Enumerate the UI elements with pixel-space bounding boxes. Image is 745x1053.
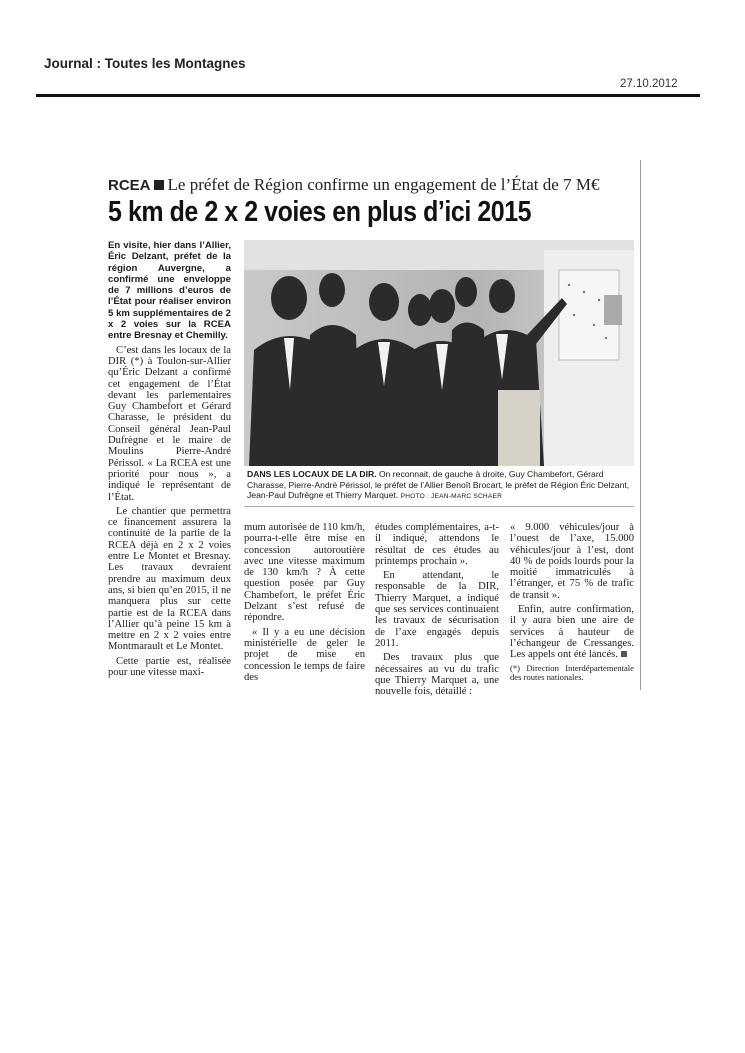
article-kicker (108, 175, 599, 195)
paragraph (510, 604, 634, 660)
publication-date: 27.10.2012 (620, 78, 678, 90)
paragraph: En attendant, le responsable de la DIR, Thierry Marquet, a indiqué que ses services continuaient les travaux de sécurisation de l’axe engagés depuis 2011. (375, 570, 499, 649)
article-footnote: (*) Direction Interdépartementale des routes nationales. (510, 662, 634, 683)
paragraph: « Il y a eu une décision ministérielle de geler le projet de mise en concession le temps de faire des (244, 626, 365, 683)
paragraph: « 9.000 véhicules/jour à l’ouest de l’axe, 15.000 véhicules/jour à l’est, dont 40 % de poids lourds pour la moitié immatriculés à l’étranger, et 75 % de trafic de transit ». (510, 522, 634, 601)
article-lede: En visite, hier dans l’Allier, Éric Delzant, préfet de la région Auvergne, a confirmé une enveloppe de 7 millions d’euros de l’État pour réaliser environ 5 km supplémentaires de 2 x 2 voies sur la RCEA entre Bresnay et Chemilly. (108, 240, 231, 342)
publication-name: Journal : Toutes les Montagnes (44, 56, 246, 71)
photo-image (244, 240, 634, 466)
paragraph: mum autorisée de 110 km/h, pourra-t-elle être mise en concession autoroutière avec une vitesse maximum de 130 km/h ? À cette question posée par Guy Chambefort, le préfet Éric Delzant s’est refusé de répondre. (244, 522, 365, 624)
kicker-square-icon (154, 180, 164, 190)
caption-text: On reconnait, de gauche à droite, Guy Chambefort, Gérard Charasse, Pierre-André Périssol, le préfet de l’Allier Benoît Brocart, le préfet de Région Éric Delzant, Jean-Paul Dufrègne et Thierry Marquet. (247, 469, 630, 501)
article-photo (244, 240, 634, 466)
caption-lead: DANS LES LOCAUX DE LA DIR. (247, 469, 377, 479)
paragraph: C’est dans les locaux de la DIR (*) à Toulon-sur-Allier qu’Éric Delzant a confirmé cet engagement de l’État devant les parlementaires Guy Chambefort et Gérard Charasse, le président du Conseil général Jean-Paul Dufrègne et le maire de Moulins Pierre-André Périssol. « La RCEA est une priorité pour nous », a indiqué le représentant de l’État. (108, 344, 231, 503)
photo-credit: PHOTO : JEAN-MARC SCHAER (400, 493, 503, 501)
paragraph: Cette partie est, réalisée pour une vitesse maxi- (108, 655, 231, 678)
paragraph: Des travaux plus que nécessaires au vu du trafic que Thierry Marquet a, une nouvelle fois, détaillé : (375, 652, 499, 698)
article-headline: 5 km de 2 x 2 voies en plus d’ici 2015 (108, 196, 532, 228)
paragraph: études complémentaires, a-t-il indiqué, attendons le résultat de ces études au printemps prochain ». (375, 522, 499, 567)
article-right-rule (640, 160, 641, 690)
kicker-text: Le préfet de Région confirme un engagement de l’État de 7 M€ (167, 175, 600, 194)
article-column-1 (108, 240, 231, 681)
end-mark-icon (621, 651, 627, 657)
article-column-4 (510, 522, 634, 686)
kicker-tag: RCEA (108, 177, 151, 194)
article-column-2 (244, 522, 365, 686)
header-rule (36, 94, 700, 97)
paragraph-text: Enfin, autre confirmation, il y aura bien une aire de services à hauteur de l’échangeur de Cressanges. Les appels ont été lancés. (510, 604, 634, 661)
paragraph: Le chantier que permettra ce financement assurera la continuité de la partie de la RCEA déjà en 2 x 2 voies entre Le Montet et Bresnay. Les travaux devraient prendre au maximum deux ans, si bien qu’en 2015, il ne manquera plus sur cette partie est de la RCEA dans l’Allier qu’à peine 15 km à mettre en 2 x 2 voies entre Montmarault et Le Montet. (108, 505, 231, 653)
article-column-3 (375, 522, 499, 700)
photo-caption (244, 466, 634, 507)
